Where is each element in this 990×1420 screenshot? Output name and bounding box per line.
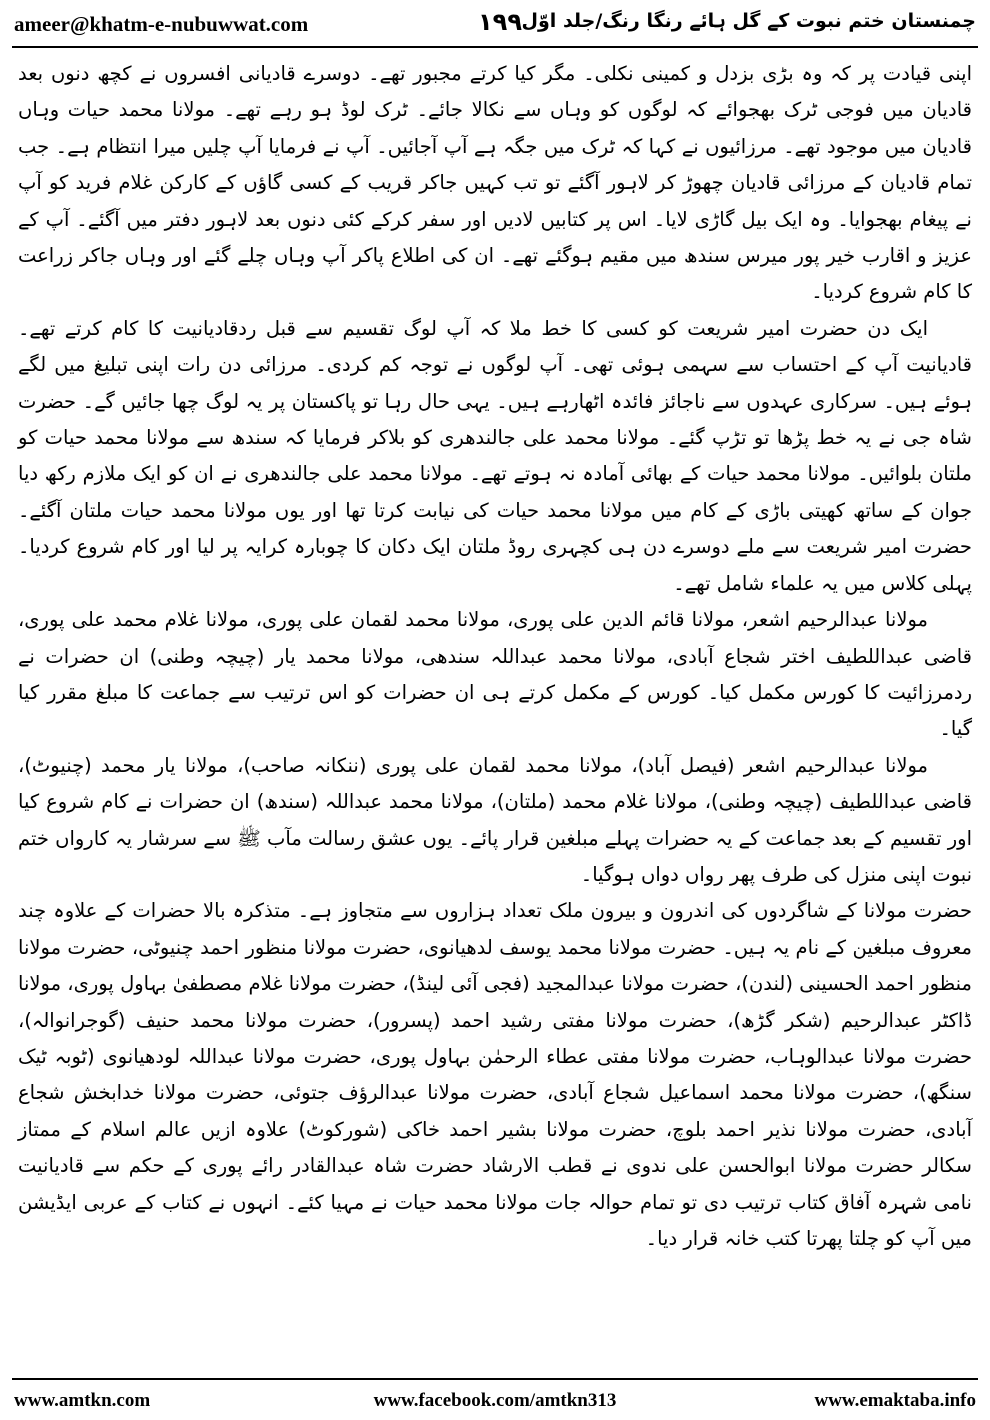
- footer-link-emaktaba[interactable]: www.emaktaba.info: [814, 1390, 976, 1411]
- header-email: ameer@khatm-e-nubuwwat.com: [14, 12, 309, 36]
- footer-divider: [12, 1378, 978, 1380]
- paragraph-4: مولانا عبدالرحیم اشعر (فیصل آباد)، مولانا محمد لقمان علی پوری (ننکانہ صاحب)، مولانا یار محمد (چنیوٹ)، قاضی عبداللطیف (چیچہ وطنی)، مولانا غلام محمد (ملتان)، مولانا محمد عبداللہ (سندھ) ان حضرات نے کام شروع کیا اور تقسیم کے بعد جماعت کے یہ حضرات پہلے مبلغین قرار پائے۔ یوں عشق رسالت مآب ﷺ سے سرشار یہ کارواں ختم نبوت اپنی منزل کی طرف پھر رواں دواں ہوگیا۔: [18, 753, 972, 886]
- paragraph-1: اپنی قیادت پر کہ وہ بڑی بزدل و کمینی نکلی۔ مگر کیا کرتے مجبور تھے۔ دوسرے قادیانی افسروں نے کچھ دنوں بعد قادیان میں فوجی ٹرک بھجوائے کہ لوگوں کو وہاں سے نکالا جائے۔ ٹرک لوڈ ہو رہے تھے۔ مولانا محمد حیات وہاں قادیان میں موجود تھے۔ مرزائیوں نے کہا کہ ٹرک میں جگہ ہے آپ آجائیں۔ آپ نے فرمایا آپ چلیں میرا انتظام ہے۔ جب تمام قادیان کے مرزائی قادیان چھوڑ کر لاہور آگئے تو تب کہیں جاکر قریب کے کسی گاؤں کے کارکن غلام فرید کو آپ نے پیغام بھجوایا۔ وہ ایک بیل گاڑی لایا۔ اس پر کتابیں لادیں اور سفر کرکے کئی دنوں بعد لاہور دفتر میں آگئے۔ آپ کے عزیز و اقارب خیر پور میرس سندھ میں مقیم ہوگئے تھے۔ ان کی اطلاع پاکر آپ وہاں چلے گئے اور وہاں جاکر زراعت کا کام شروع کردیا۔: [18, 62, 972, 304]
- paragraph-3: مولانا عبدالرحیم اشعر، مولانا قائم الدین علی پوری، مولانا محمد لقمان علی پوری، مولانا غلام محمد علی پوری، قاضی عبداللطیف اختر شجاع آبادی، مولانا محمد عبداللہ سندھی، مولانا محمد یار (چیچہ وطنی) ان حضرات نے ردمرزائیت کا کورس مکمل کیا۔ کورس کے مکمل کرتے ہی ان حضرات کو اس ترتیب سے جماعت کا مبلغ مقرر کیا گیا۔: [18, 608, 972, 741]
- page-number: ۱۹۹: [478, 8, 522, 36]
- page-body: [18, 56, 972, 1370]
- header-divider: [12, 46, 978, 48]
- footer-link-amtkn[interactable]: www.amtkn.com: [14, 1390, 151, 1411]
- footer-link-facebook[interactable]: www.facebook.com/amtkn313: [373, 1390, 617, 1411]
- paragraph-2: ایک دن حضرت امیر شریعت کو کسی کا خط ملا کہ آپ لوگ تقسیم سے قبل ردقادیانیت کا کام کرتے تھے۔ قادیانیت آپ کے احتساب سے سہمی ہوئی تھی۔ آپ لوگوں نے توجہ کم کردی۔ مرزائی دن رات اپنی تبلیغ میں لگے ہوئے ہیں۔ سرکاری عہدوں سے ناجائز فائدہ اٹھارہے ہیں۔ یہی حال رہا تو پاکستان پر یہ لوگ چھا جائیں گے۔ حضرت شاہ جی نے یہ خط پڑھا تو تڑپ گئے۔ مولانا محمد علی جالندھری کو بلاکر فرمایا کہ سندھ سے مولانا محمد حیات کو ملتان بلوائیں۔ مولانا محمد حیات کے بھائی آمادہ نہ ہوتے تھے۔ مولانا محمد علی جالندھری نے ان کو ایک ملازم رکھ دیا جوان کے ساتھ کھیتی باڑی کے کام میں مولانا محمد حیات کی نیابت کرتا تھا اور یوں مولانا محمد حیات ملتان آگئے۔ حضرت امیر شریعت سے ملے دوسرے دن ہی کچہری روڈ ملتان ایک دکان کا چوبارہ کرایہ پر لیا اور کام شروع کردیا۔ پہلی کلاس میں یہ علماء شامل تھے۔: [18, 316, 972, 595]
- paragraph-5: حضرت مولانا کے شاگردوں کی اندرون و بیرون ملک تعداد ہزاروں سے متجاوز ہے۔ متذکرہ بالا حضرات کے علاوہ چند معروف مبلغین کے نام یہ ہیں۔ حضرت مولانا محمد یوسف لدھیانوی، حضرت مولانا منظور احمد چنیوٹی، حضرت مولانا منظور احمد الحسینی (لندن)، حضرت مولانا عبدالمجید (فجی آئی لینڈ)، حضرت مولانا غلام مصطفیٰ بہاول پوری، مولانا ڈاکٹر عبدالرحیم (شکر گڑھ)، حضرت مولانا مفتی رشید احمد (پسرور)، حضرت مولانا محمد حنیف (گوجرانوالہ)، حضرت مولانا عبدالوہاب، حضرت مولانا مفتی عطاء الرحمٰن بہاول پوری، حضرت مولانا عبداللہ لودھیانوی (ٹوبہ ٹیک سنگھ)، حضرت مولانا محمد اسماعیل شجاع آبادی، حضرت مولانا عبدالرؤف جتوئی، حضرت مولانا خدابخش شجاع آبادی، حضرت مولانا نذیر احمد بلوچ، حضرت مولانا بشیر احمد خاکی (شورکوٹ) علاوہ ازیں عالم اسلام کے ممتاز سکالر حضرت مولانا ابوالحسن علی ندوی نے قطب الارشاد حضرت شاہ عبدالقادر رائے پوری کے حکم سے قادیانیت نامی شہرہ آفاق کتاب ترتیب دی تو تمام حوالہ جات مولانا محمد حیات نے مہیا کئے۔ انہوں نے کتاب کے عربی ایڈیشن میں آپ کو چلتا پھرتا کتب خانہ قرار دیا۔: [18, 899, 972, 1250]
- book-title: چمنستان ختم نبوت کے گل ہائے رنگا رنگ/جلد اوّل: [521, 10, 976, 32]
- page-header: [0, 0, 990, 50]
- page-footer: [0, 1382, 990, 1420]
